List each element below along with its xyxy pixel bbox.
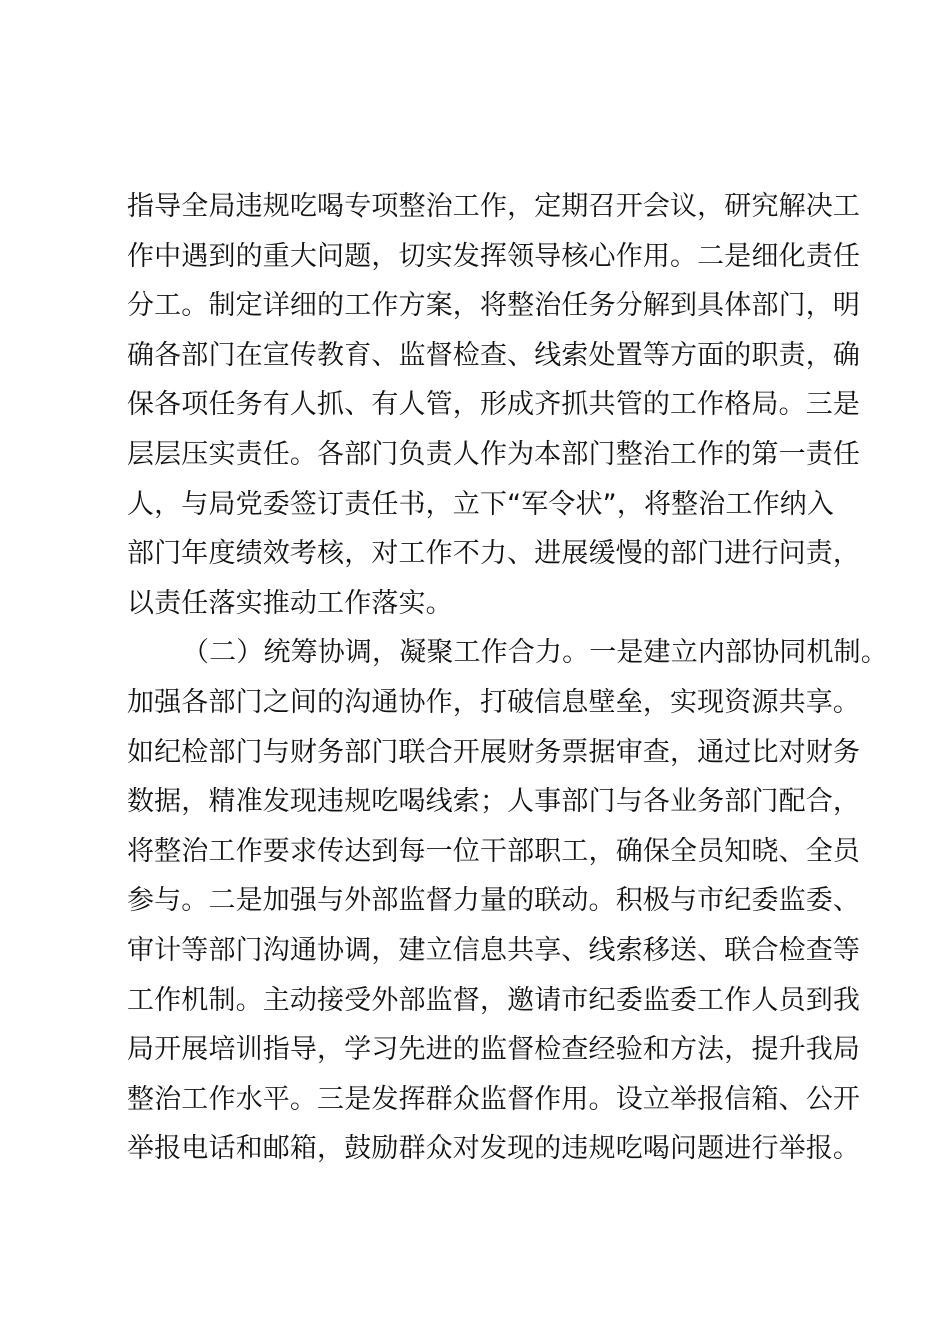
text-line: 审计等部门沟通协调，建立信息共享、线索移送、联合检查等 [127, 934, 861, 966]
text-line: 作中遇到的重大问题，切实发挥领导核心作用。二是细化责任 [127, 240, 861, 272]
text-line: 整治工作水平。三是发挥群众监督作用。设立举报信箱、公开 [127, 1083, 861, 1115]
section-heading-line: （二）统筹协调，凝聚工作合力。一是建立内部协同机制。 [182, 637, 888, 669]
text-line: 工作机制。主动接受外部监督，邀请市纪委监委工作人员到我 [127, 984, 861, 1016]
text-line: 保各项任务有人抓、有人管，形成齐抓共管的工作格局。三是 [127, 389, 861, 421]
text-line: 层层压实责任。各部门负责人作为本部门整治工作的第一责任 [127, 438, 861, 470]
body-text [127, 182, 888, 1174]
text-line: 参与。二是加强与外部监督力量的联动。积极与市纪委监委、 [127, 885, 861, 917]
text-line: 分工。制定详细的工作方案，将整治任务分解到具体部门，明 [127, 290, 861, 322]
text-line: 数据，精准发现违规吃喝线索；人事部门与各业务部门配合， [127, 786, 861, 818]
text-line: 以责任落实推动工作落实。 [127, 587, 453, 619]
text-line: 指导全局违规吃喝专项整治工作，定期召开会议，研究解决工 [127, 191, 861, 222]
text-line: 人，与局党委签订责任书，立下“军令状”，将整治工作纳入 [127, 488, 835, 520]
text-line: 如纪检部门与财务部门联合开展财务票据审查，通过比对财务 [127, 736, 861, 768]
text-line: 局开展培训指导，学习先进的监督检查经验和方法，提升我局 [127, 1034, 861, 1066]
text-line: 将整治工作要求传达到每一位干部职工，确保全员知晓、全员 [127, 835, 861, 867]
text-line: 确各部门在宣传教育、监督检查、线索处置等方面的职责，确 [127, 339, 861, 371]
text-line: 部门年度绩效考核，对工作不力、进展缓慢的部门进行问责， [127, 538, 861, 570]
text-line: 加强各部门之间的沟通协作，打破信息壁垒，实现资源共享。 [127, 686, 861, 718]
text-line: 举报电话和邮箱，鼓励群众对发现的违规吃喝问题进行举报。 [127, 1133, 861, 1165]
